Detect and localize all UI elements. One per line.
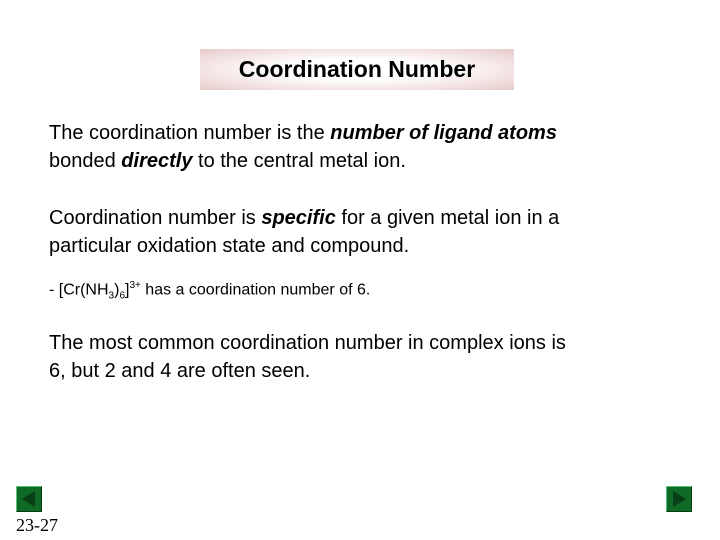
paragraph-specific — [49, 204, 559, 260]
paragraph-specific-line1 — [49, 204, 559, 232]
text-segment: The coordination number is the — [49, 122, 331, 144]
example-line — [49, 274, 370, 309]
next-slide-button[interactable] — [666, 486, 692, 512]
formula-bracket: ] — [125, 281, 130, 299]
formula-paren: ) — [114, 281, 120, 299]
triangle-right-icon — [667, 487, 691, 511]
paragraph-definition-line2 — [49, 147, 557, 175]
paragraph-definition-line1 — [49, 119, 557, 147]
text-segment: Coordination number is — [49, 207, 262, 229]
paragraph-common-line1: The most common coordination number in complex ions is — [49, 332, 566, 354]
title-box — [200, 49, 514, 90]
formula-prefix: - [Cr(NH — [49, 281, 109, 299]
text-segment: to the central metal ion. — [192, 150, 406, 172]
emphasis-text: number of ligand atoms — [330, 122, 557, 144]
paragraph-definition — [49, 119, 557, 175]
example-suffix: has a coordination number of 6. — [140, 281, 371, 299]
paragraph-common — [49, 329, 566, 385]
formula-subscript: 6 — [119, 290, 125, 302]
triangle-left-icon — [17, 487, 41, 511]
formula-charge: 3+ — [129, 280, 141, 291]
slide-title: Coordination Number — [238, 56, 476, 82]
formula-subscript: 3 — [108, 290, 115, 302]
slide-number: 23-27 — [16, 515, 58, 535]
emphasis-text: directly — [121, 150, 193, 172]
paragraph-common-line2: 6, but 2 and 4 are often seen. — [49, 360, 311, 382]
text-segment: bonded — [49, 150, 122, 172]
text-segment: for a given metal ion in a — [335, 207, 560, 229]
paragraph-specific-line2: particular oxidation state and compound. — [49, 235, 410, 257]
emphasis-text: specific — [261, 207, 336, 229]
previous-slide-button[interactable] — [16, 486, 42, 512]
